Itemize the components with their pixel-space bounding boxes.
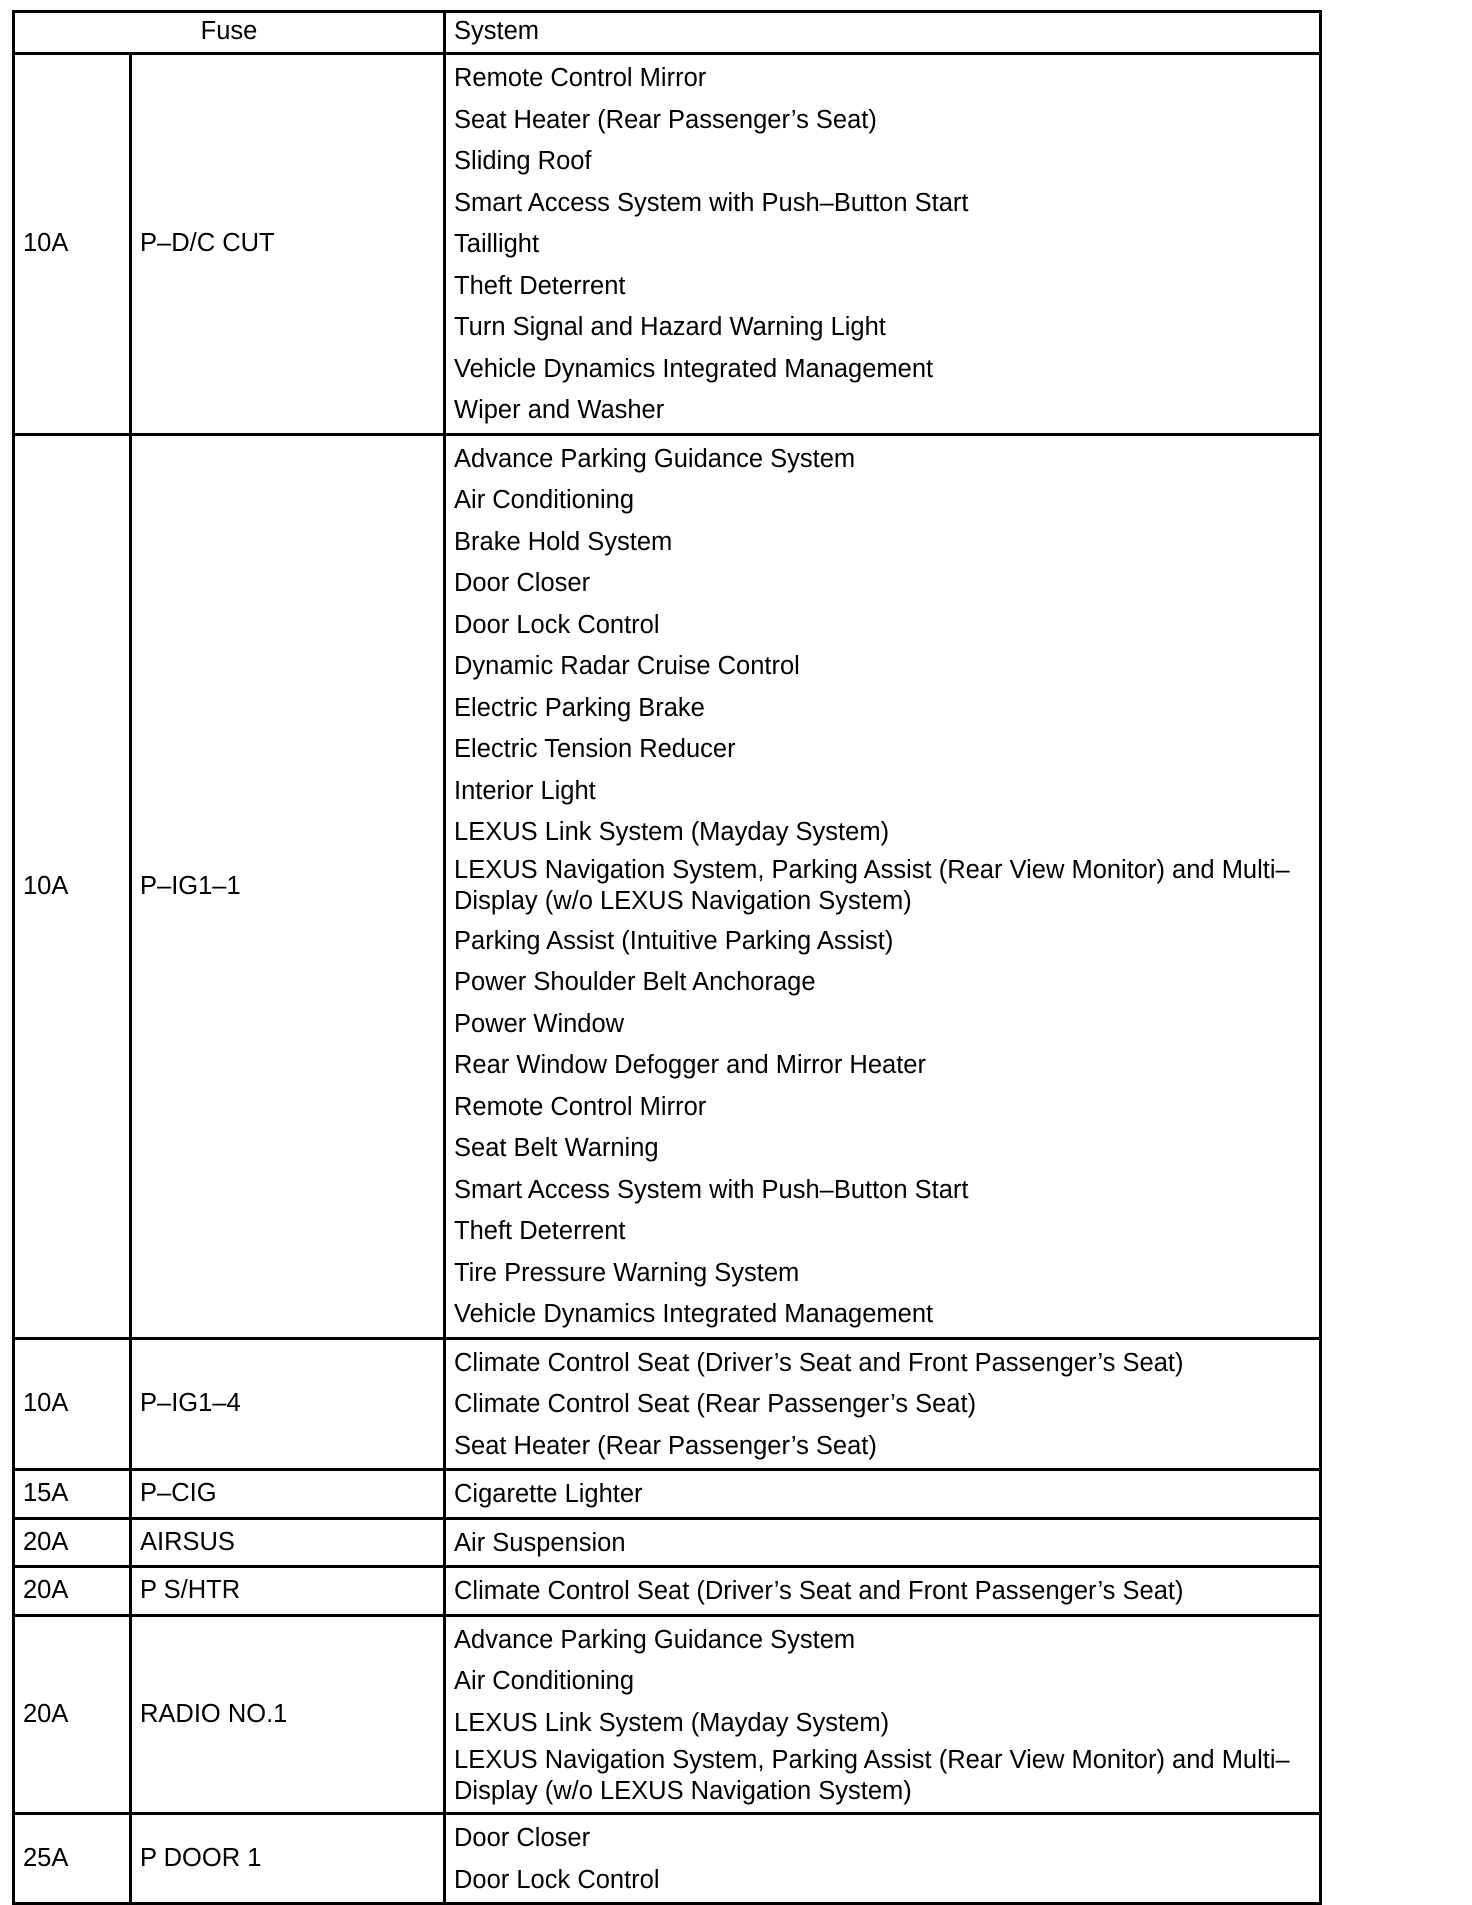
fuse-amperage: 25A xyxy=(14,1814,131,1904)
fuse-amperage: 20A xyxy=(14,1567,131,1616)
fuse-name: AIRSUS xyxy=(131,1518,445,1567)
system-column-header: System xyxy=(445,12,1321,54)
fuse-amperage: 10A xyxy=(14,434,131,1338)
system-item: Air Conditioning xyxy=(454,1667,635,1695)
system-list xyxy=(445,1615,1321,1814)
system-list xyxy=(445,1567,1321,1616)
fuse-row xyxy=(14,54,1321,435)
system-item: Seat Heater (Rear Passenger’s Seat) xyxy=(454,1431,877,1460)
system-item: Smart Access System with Push–Button Start xyxy=(454,188,969,217)
system-item: LEXUS Link System (Mayday System) xyxy=(454,818,890,846)
fuse-name: P–IG1–1 xyxy=(131,434,445,1338)
fuse-row xyxy=(14,1814,1321,1904)
system-item: Climate Control Seat (Driver’s Seat and Front Passenger’s Seat) xyxy=(454,1348,1184,1377)
fuse-name: RADIO NO.1 xyxy=(131,1615,445,1814)
fuse-column-header: Fuse xyxy=(14,12,445,54)
system-item: Remote Control Mirror xyxy=(454,64,707,92)
system-item: Climate Control Seat (Rear Passenger’s Seat) xyxy=(454,1390,977,1418)
system-item: Electric Tension Reducer xyxy=(454,735,736,763)
system-item: Remote Control Mirror xyxy=(454,1092,707,1121)
system-item: Vehicle Dynamics Integrated Management xyxy=(454,1300,934,1328)
system-item: Taillight xyxy=(454,230,540,258)
system-list xyxy=(445,1814,1321,1904)
system-list xyxy=(445,1338,1321,1470)
fuse-name: P S/HTR xyxy=(131,1567,445,1616)
system-item: Sliding Roof xyxy=(454,147,592,175)
system-list xyxy=(445,1470,1321,1519)
fuse-row xyxy=(14,1470,1321,1519)
system-item: Wiper and Washer xyxy=(454,396,665,424)
system-item: Vehicle Dynamics Integrated Management xyxy=(454,354,934,383)
fuse-name: P DOOR 1 xyxy=(131,1814,445,1904)
header-row xyxy=(14,12,1321,54)
fuse-row xyxy=(14,1518,1321,1567)
system-item: Door Lock Control xyxy=(454,1865,660,1894)
system-item: Power Window xyxy=(454,1009,625,1038)
system-item: Turn Signal and Hazard Warning Light xyxy=(454,313,886,341)
system-item: Air Suspension xyxy=(454,1528,626,1557)
system-item: LEXUS Navigation System, Parking Assist (Rear View Monitor) and Multi–Display (w/o LEXUS Navigation System) xyxy=(454,1746,1290,1805)
system-item: Brake Hold System xyxy=(454,527,673,556)
fuse-amperage: 15A xyxy=(14,1470,131,1519)
fuse-name: P–IG1–4 xyxy=(131,1338,445,1470)
fuse-amperage: 20A xyxy=(14,1518,131,1567)
system-item: Seat Heater (Rear Passenger’s Seat) xyxy=(454,105,877,134)
system-item: Door Lock Control xyxy=(454,610,660,639)
system-item: LEXUS Navigation System, Parking Assist (Rear View Monitor) and Multi–Display (w/o LEXUS Navigation System) xyxy=(454,855,1290,915)
system-item: Interior Light xyxy=(454,776,596,805)
system-item: Power Shoulder Belt Anchorage xyxy=(454,968,816,996)
system-item: Parking Assist (Intuitive Parking Assist) xyxy=(454,926,894,955)
system-item: Door Closer xyxy=(454,569,591,597)
fuse-name: P–CIG xyxy=(131,1470,445,1519)
fuse-row xyxy=(14,1338,1321,1470)
system-item: Seat Belt Warning xyxy=(454,1134,659,1162)
fuse-table xyxy=(12,10,1322,1905)
system-list xyxy=(445,54,1321,435)
system-item: Door Closer xyxy=(454,1824,591,1852)
system-item: Climate Control Seat (Driver’s Seat and Front Passenger’s Seat) xyxy=(454,1577,1184,1605)
system-item: Smart Access System with Push–Button Start xyxy=(454,1175,969,1204)
fuse-row xyxy=(14,434,1321,1338)
system-item: Air Conditioning xyxy=(454,486,635,514)
system-list xyxy=(445,434,1321,1338)
fuse-row xyxy=(14,1567,1321,1616)
system-item: Dynamic Radar Cruise Control xyxy=(454,652,800,680)
fuse-amperage: 10A xyxy=(14,1338,131,1470)
system-item: Advance Parking Guidance System xyxy=(454,1625,856,1654)
fuse-amperage: 20A xyxy=(14,1615,131,1814)
fuse-amperage: 10A xyxy=(14,54,131,435)
system-item: LEXUS Link System (Mayday System) xyxy=(454,1708,890,1737)
system-item: Theft Deterrent xyxy=(454,1217,626,1245)
system-item: Tire Pressure Warning System xyxy=(454,1258,800,1287)
fuse-row xyxy=(14,1615,1321,1814)
system-item: Theft Deterrent xyxy=(454,271,626,300)
system-item: Electric Parking Brake xyxy=(454,693,705,722)
system-list xyxy=(445,1518,1321,1567)
system-item: Cigarette Lighter xyxy=(454,1480,643,1508)
system-item: Rear Window Defogger and Mirror Heater xyxy=(454,1051,926,1079)
fuse-name: P–D/C CUT xyxy=(131,54,445,435)
system-item: Advance Parking Guidance System xyxy=(454,444,856,473)
